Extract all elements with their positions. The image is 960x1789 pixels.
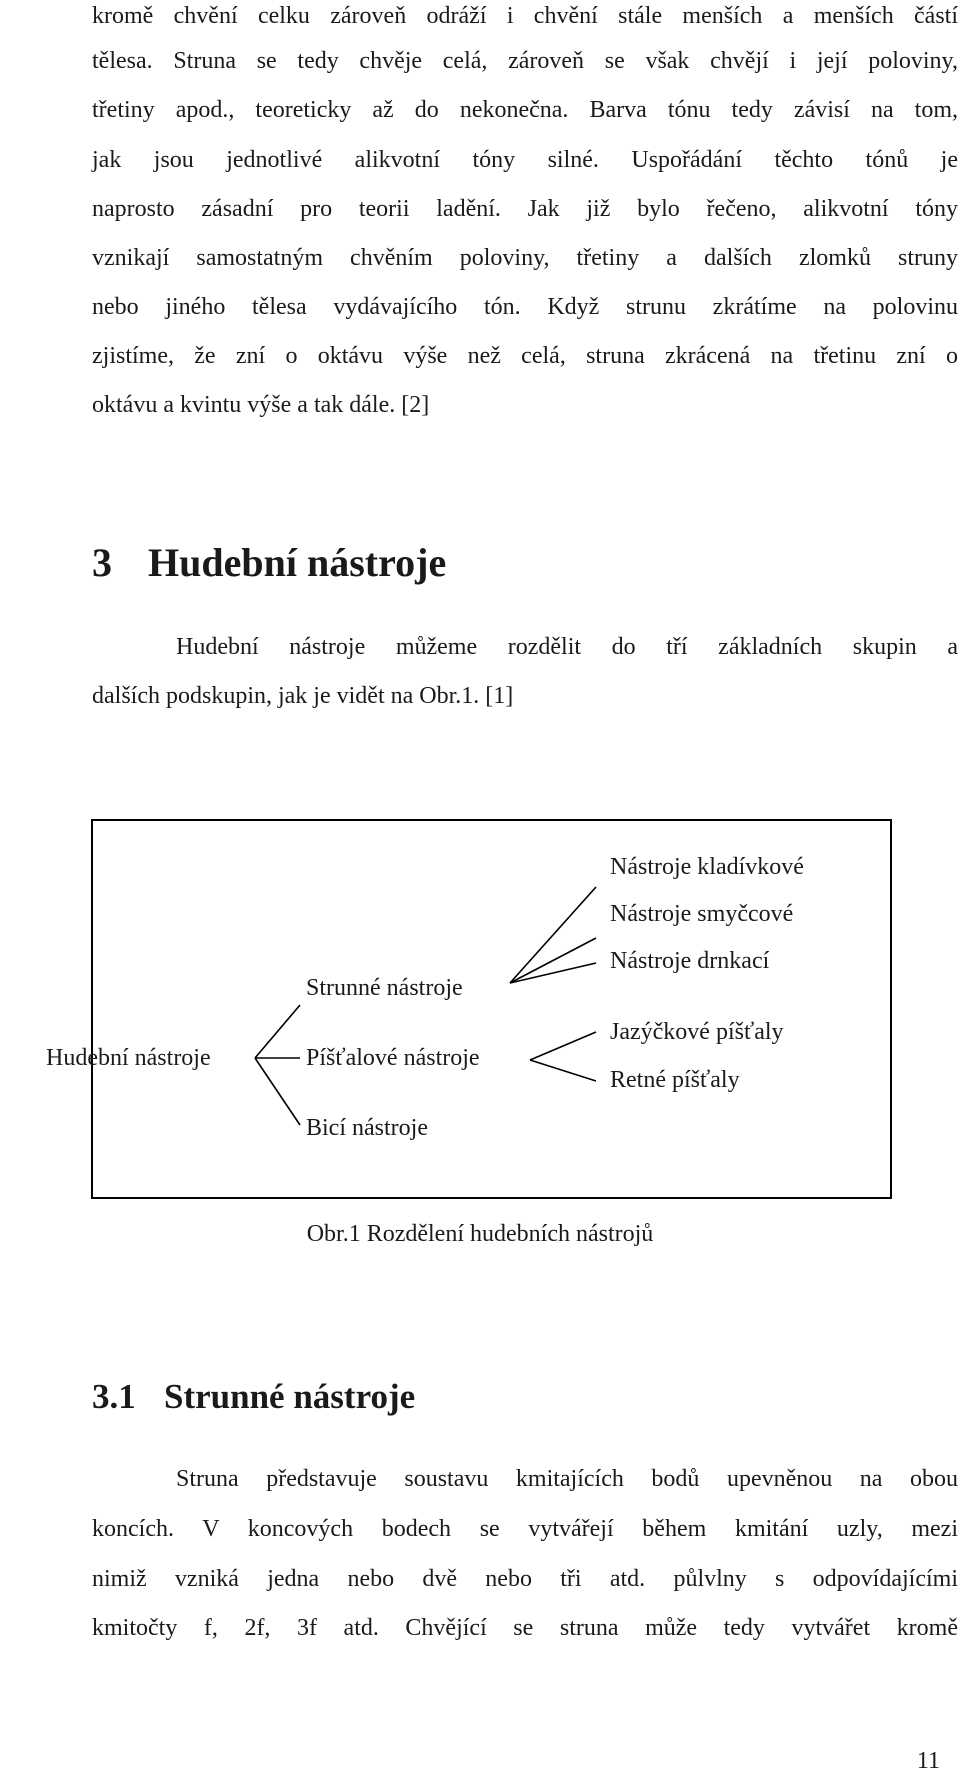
diagram-root-label: Hudební nástroje	[46, 1045, 211, 1071]
diagram-group-label: Bicí nástroje	[306, 1115, 428, 1141]
section-number: 3	[92, 540, 112, 585]
paragraph-line: Hudební nástroje můžeme rozdělit do tří základních skupin a	[176, 634, 958, 660]
connector-line	[510, 938, 596, 983]
paragraph-line: dalších podskupin, jak je vidět na Obr.1. [1]	[92, 683, 514, 709]
paragraph-line: zjistíme, že zní o oktávu výše než celá, struna zkrácená na třetinu zní o	[92, 343, 958, 369]
paragraph-line: třetiny apod., teoreticky až do nekonečna. Barva tónu tedy závisí na tom,	[92, 97, 958, 123]
subsection-number: 3.1	[92, 1377, 136, 1416]
paragraph-line: tělesa. Struna se tedy chvěje celá, zároveň se však chvějí i její poloviny,	[92, 48, 958, 74]
subsection-heading	[92, 1375, 415, 1419]
paragraph-line: jak jsou jednotlivé alikvotní tóny silné. Uspořádání těchto tónů je	[92, 147, 958, 173]
paragraph-line: oktávu a kvintu výše a tak dále. [2]	[92, 392, 430, 418]
connector-line	[530, 1060, 596, 1081]
connector-line	[530, 1032, 596, 1060]
connector-line	[510, 887, 596, 983]
paragraph-line: Struna představuje soustavu kmitajících bodů upevněnou na obou	[176, 1466, 958, 1492]
paragraph-line: nebo jiného tělesa vydávajícího tón. Když strunu zkrátíme na polovinu	[92, 294, 958, 320]
paragraph-line: naprosto zásadní pro teorii ladění. Jak již bylo řečeno, alikvotní tóny	[92, 196, 958, 222]
diagram-group-label: Píšťalové nástroje	[306, 1045, 480, 1071]
paragraph-line: vznikají samostatným chvěním poloviny, třetiny a dalších zlomků struny	[92, 245, 958, 271]
paragraph-line: kmitočty f, 2f, 3f atd. Chvějící se struna může tedy vytvářet kromě	[92, 1615, 958, 1641]
diagram-subgroup-label: Nástroje smyčcové	[610, 901, 794, 927]
diagram-subgroup-label: Jazýčkové píšťaly	[610, 1019, 784, 1045]
paragraph-line: kromě chvění celku zároveň odráží i chvění stále menších a menších částí	[92, 3, 958, 29]
diagram-subgroup-label: Nástroje kladívkové	[610, 854, 804, 880]
page-number: 11	[916, 1748, 940, 1774]
paragraph-line: nimiž vzniká jedna nebo dvě nebo tři atd. půlvlny s odpovídajícími	[92, 1566, 958, 1592]
diagram-subgroup-label: Nástroje drnkací	[610, 948, 770, 974]
diagram-group-label: Strunné nástroje	[306, 975, 463, 1001]
paragraph-line: koncích. V koncových bodech se vytvářejí během kmitání uzly, mezi	[92, 1516, 958, 1542]
subsection-title: Strunné nástroje	[164, 1377, 416, 1416]
connector-line	[255, 1005, 300, 1058]
connector-line	[255, 1058, 300, 1125]
figure-caption: Obr.1 Rozdělení hudebních nástrojů	[306, 1221, 654, 1247]
connector-line	[510, 963, 596, 983]
diagram-subgroup-label: Retné píšťaly	[610, 1067, 740, 1093]
section-title: Hudební nástroje	[148, 540, 447, 585]
